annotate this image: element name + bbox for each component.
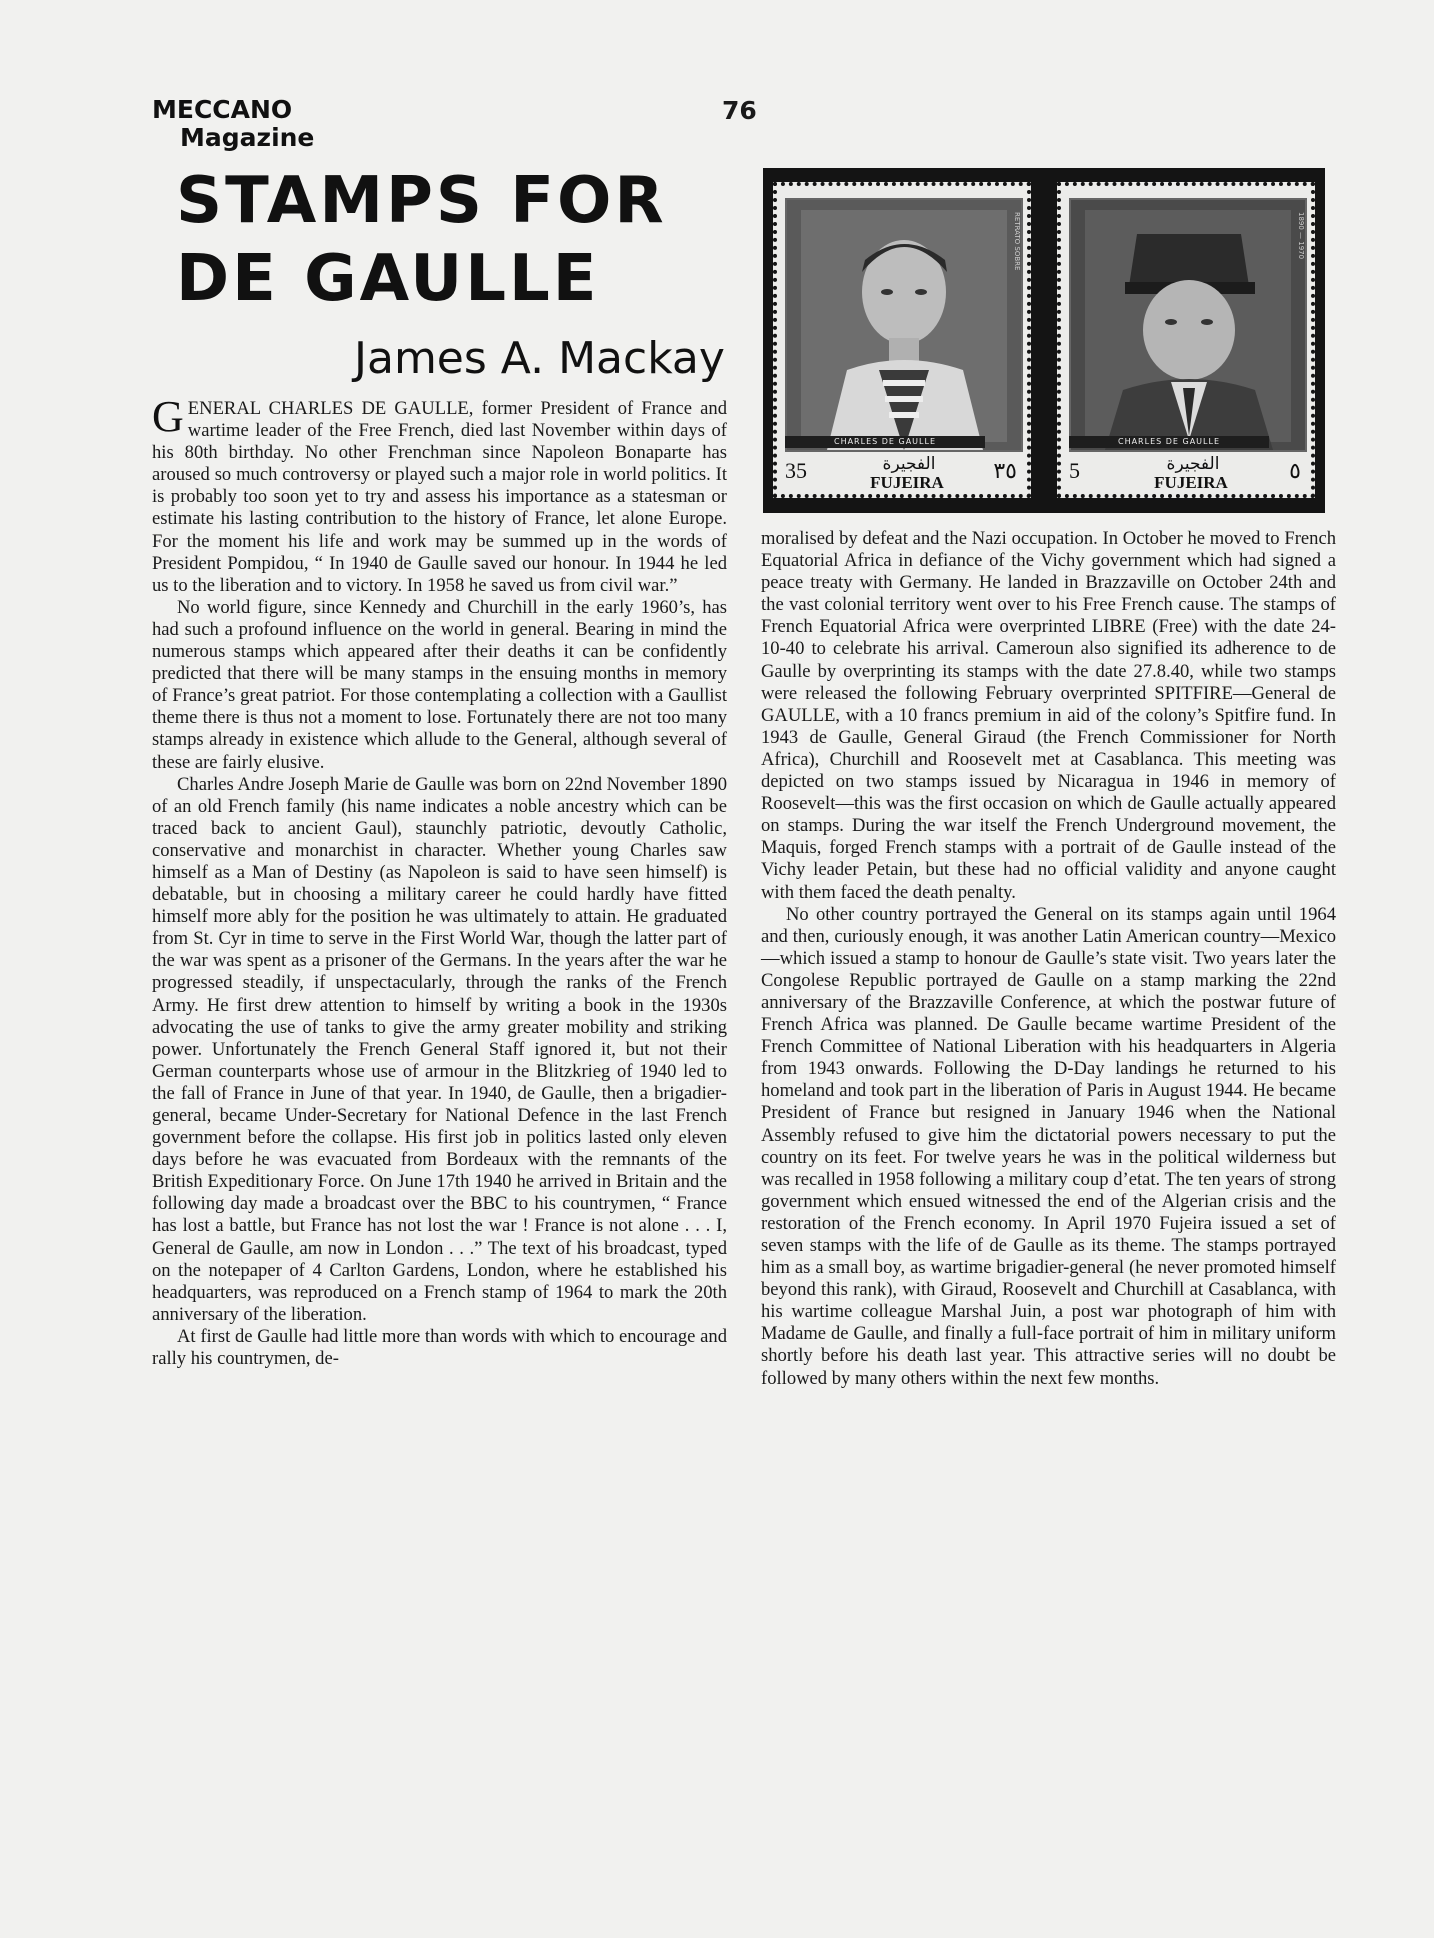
article-title: STAMPS FOR DE GAULLE: [176, 164, 667, 316]
drop-cap: G: [152, 392, 184, 441]
stamp-country: FUJEIRA: [1154, 473, 1228, 492]
stamp-value-arabic: ٥: [1289, 458, 1301, 483]
masthead: [152, 96, 314, 152]
page-number: 76: [722, 96, 757, 125]
paragraph: At first de Gaulle had little more than words with which to encourage and rally his countrymen, de-: [152, 1325, 727, 1370]
stamp-value: 35: [785, 458, 807, 483]
stamp-country: FUJEIRA: [870, 473, 944, 492]
paragraph: [152, 392, 727, 597]
paragraph-text: ENERAL CHARLES DE GAULLE, former President of France and wartime leader of the Free French, died last November within days of his 80th birthday. No other Frenchman since Napoleon Bonaparte has aroused so much controversy or played such a major role in world politics. It is probably too soon yet to try and assess his importance as a statesman or estimate his lasting contribution to the history of France, let alone Europe. For the moment his life and work may be summed up in the words of President Pompidou, “ In 1940 de Gaulle saved our honour. In 1944 he led us to the liberation and to victory. In 1958 he saved us from civil war.”: [152, 398, 727, 596]
stamp-portrait-general: [1069, 198, 1307, 452]
paragraph: No world figure, since Kennedy and Churchill in the early 1960’s, has had such a profound influence on the world in general. Bearing in mind the numerous stamps which appeared after their deaths it can be confidently predicted that there will be many stamps in the ensuing months in memory of France’s great patriot. For those contemplating a collection with a Gaullist theme there is thus not a moment to lose. Fortunately there are not too many stamps already in existence which allude to the General, although several of these are fairly elusive.: [152, 596, 727, 773]
masthead-title: MECCANO: [152, 95, 293, 124]
stamp-value-arabic: ٣٥: [993, 458, 1017, 483]
stamp-vertical-text: RETRATO SOBRE: [1013, 212, 1021, 271]
stamp-boy: [773, 182, 1031, 498]
article-column-left: [152, 392, 727, 1370]
paragraph: No other country portrayed the General on its stamps again until 1964 and then, curiously enough, it was another Latin American country—Mexico—which issued a stamp to honour de Gaulle’s state visit. Two years later the Congolese Republic portrayed de Gaulle on a stamp marking the 22nd anniversary of the Brazzaville Conference, at which the postwar future of French Africa was planned. De Gaulle became wartime President of the French Committee of National Liberation with his headquarters in Algeria from 1943 onwards. Following the D-Day landings he returned to his homeland and took part in the liberation of Paris in August 1944. He became President of France but resigned in January 1946 when the National Assembly refused to give him the dictatorial powers necessary to put the country on its feet. For twelve years he was in the political wilderness but was recalled in 1958 following a military coup d’etat. The ten years of strong government which ensued witnessed the end of the Algerian crisis and the restoration of the French economy. In April 1970 Fujeira issued a set of seven stamps with the life of de Gaulle as its theme. The stamps portrayed him as a small boy, as wartime brigadier-general (he never promoted himself beyond this rank), with Giraud, Roosevelt and Churchill at Casablanca, with his wartime colleague Marshal Juin, a post war photograph of him with Madame de Gaulle, and finally a full-face portrait of him in military uniform shortly before his death last year. This attractive series will no doubt be followed by many others within the next few months.: [761, 903, 1336, 1389]
stamps-illustration: [763, 168, 1325, 513]
stamp-caption: CHARLES DE GAULLE: [785, 436, 985, 448]
stamp-general: [1057, 182, 1315, 498]
stamp-country-arabic: الفجيرة: [1166, 454, 1220, 474]
stamp-country-arabic: الفجيرة: [882, 454, 936, 474]
stamp-value: 5: [1069, 458, 1080, 483]
paragraph: moralised by defeat and the Nazi occupation. In October he moved to French Equatorial Africa in defiance of the Vichy government which had signed a peace treaty with Germany. He landed in Brazzaville on October 24th and the vast colonial territory went over to his Free French cause. The stamps of French Equatorial Africa were overprinted LIBRE (Free) with the date 24-10-40 to celebrate his arrival. Cameroun also signified its adherence to de Gaulle by overprinting its stamps with the date 27.8.40, while two stamps were released the following February overprinted SPITFIRE—General de GAULLE, with a 10 francs premium in aid of the colony’s Spitfire fund. In 1943 de Gaulle, General Giraud (the French Commissioner for North Africa), Churchill and Roosevelt met at Casablanca. This meeting was depicted on two stamps issued by Nicaragua in 1946 in memory of Roosevelt—this was the first occasion on which de Gaulle actually appeared on stamps. During the war itself the French Underground movement, the Maquis, forged French stamps with a portrait of de Gaulle instead of the Vichy leader Petain, but these had no official validity and anyone caught with them faced the death penalty.: [761, 528, 1336, 903]
author-byline: James A. Mackay: [354, 333, 725, 384]
stamp-portrait-boy: [785, 198, 1023, 452]
article-column-right: [761, 528, 1336, 1390]
paragraph: Charles Andre Joseph Marie de Gaulle was born on 22nd November 1890 of an old French family (his name indicates a noble ancestry which can be traced back to ancient Gaul), staunchly patriotic, devoutly Catholic, conservative and monarchist in character. Whether young Charles saw himself as a Man of Destiny (as Napoleon is said to have seen himself) is debatable, but in choosing a military career he could hardly have fitted himself more ably for the position he was ultimately to attain. He graduated from St. Cyr in time to serve in the First World War, though the latter part of the war was spent as a prisoner of the Germans. In the years after the war he progressed steadily, if unspectacularly, through the ranks of the French Army. He first drew attention to himself by writing a book in the 1930s advocating the use of tanks to give the army greater mobility and striking power. Unfortunately the French General Staff ignored it, but not their German counterparts whose use of armour in the Blitzkrieg of 1940 led to the fall of France in June of that year. In 1940, de Gaulle, then a brigadier-general, became Under-Secretary for National Defence in the last French government before the collapse. His first job in politics lasted only eleven days before he was evacuated from Bordeaux with the remnants of the British Expeditionary Force. On June 17th 1940 he arrived in Britain and the following day made a broadcast over the BBC to his countrymen, “ France has lost a battle, but France has not lost the war ! France is not alone . . . I, General de Gaulle, am now in London . . .” The text of his broadcast, typed on the notepaper of 4 Carlton Gardens, London, where he established his headquarters, was reproduced on a French stamp of 1964 to mark the 20th anniversary of the liberation.: [152, 773, 727, 1325]
stamp-caption: CHARLES DE GAULLE: [1069, 436, 1269, 448]
stamp-vertical-text: 1890 — 1970: [1297, 212, 1305, 260]
masthead-subtitle: Magazine: [180, 123, 315, 152]
